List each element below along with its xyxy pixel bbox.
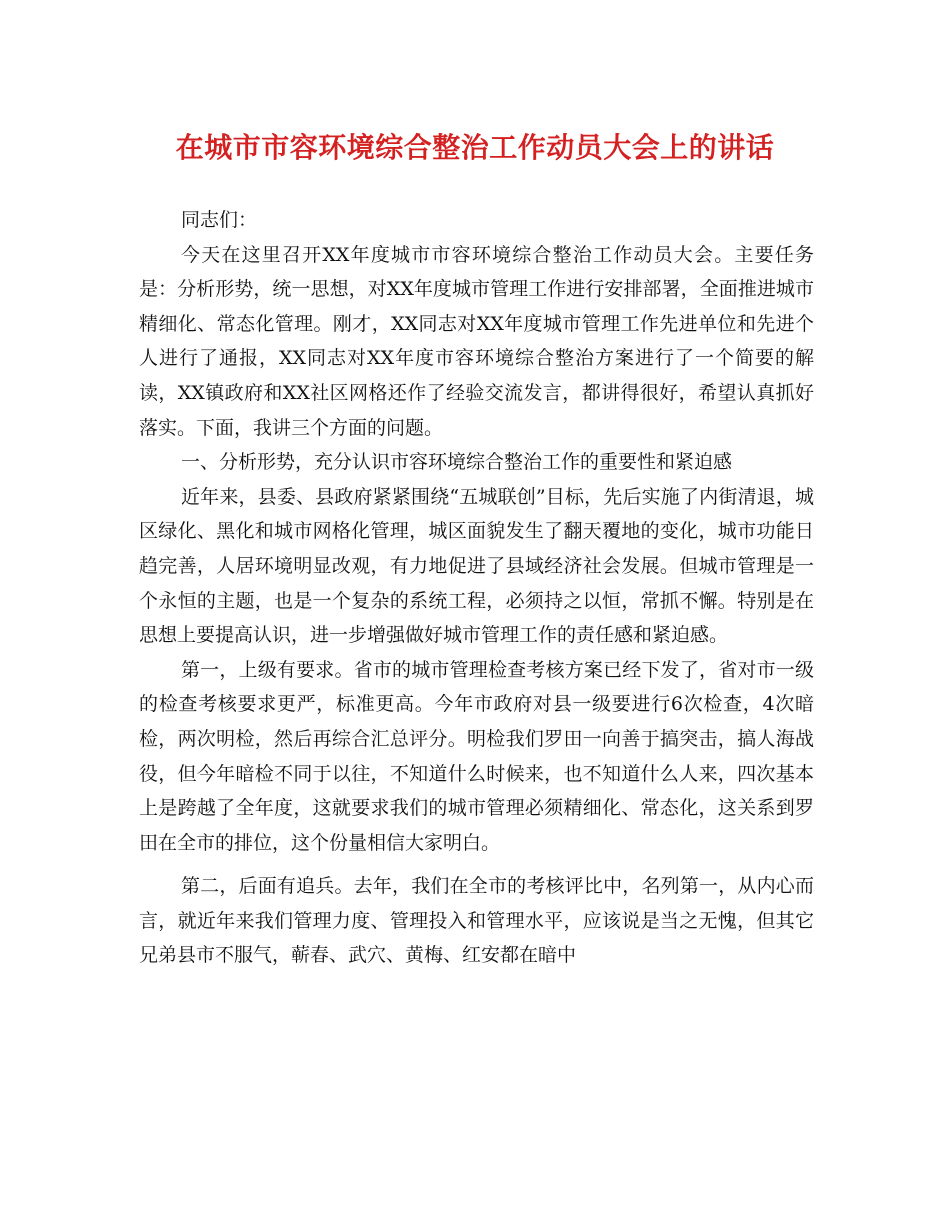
paragraph-intro: 今天在这里召开XX年度城市市容环境综合整治工作动员大会。主要任务是：分析形势，统一思想，对XX年度城市管理工作进行安排部署，全面推进城市精细化、常态化管理。刚才，XX同志对XX年度城市管理工作先进单位和先进个人进行了通报，XX同志对XX年度市容环境综合整治方案进行了一个简要的解读，XX镇政府和XX社区网格还作了经验交流发言，都讲得很好，希望认真抓好落实。下面，我讲三个方面的问题。: [139, 243, 814, 439]
document-body: [139, 203, 814, 973]
section-heading-1: 一、分析形势，充分认识市容环境综合整治工作的重要性和紧迫感: [181, 451, 733, 474]
salutation: 同志们：: [181, 209, 258, 231]
paragraph-second-point: 第二，后面有追兵。去年，我们在全市的考核评比中，名列第一，从内心而言，就近年来我们管理力度、管理投入和管理水平，应该说是当之无愧，但其它兄弟县市不服气，蕲春、武穴、黄梅、红安都在暗中: [139, 875, 814, 967]
paragraph-first-point: 第一，上级有要求。省市的城市管理检查考核方案已经下发了，省对市一级的检查考核要求更严，标准更高。今年市政府对县一级要进行6次检查，4次暗检，两次明检，然后再综合汇总评分。明检我们罗田一向善于搞突击，搞人海战役，但今年暗检不同于以往，不知道什么时候来，也不知道什么人来，四次基本上是跨越了全年度，这就要求我们的城市管理必须精细化、常态化，这关系到罗田在全市的排位，这个份量相信大家明白。: [139, 658, 814, 854]
document-title: 在城市市容环境综合整治工作动员大会上的讲话: [175, 131, 775, 164]
paragraph-background: 近年来，县委、县政府紧紧围绕“五城联创”目标，先后实施了内街清退，城区绿化、黑化和城市网格化管理，城区面貌发生了翻天覆地的变化，城市功能日趋完善，人居环境明显改观，有力地促进了县域经济社会发展。但城市管理是一个永恒的主题，也是一个复杂的系统工程，必须持之以恒，常抓不懈。特别是在思想上要提高认识，进一步增强做好城市管理工作的责任感和紧迫感。: [139, 485, 814, 647]
